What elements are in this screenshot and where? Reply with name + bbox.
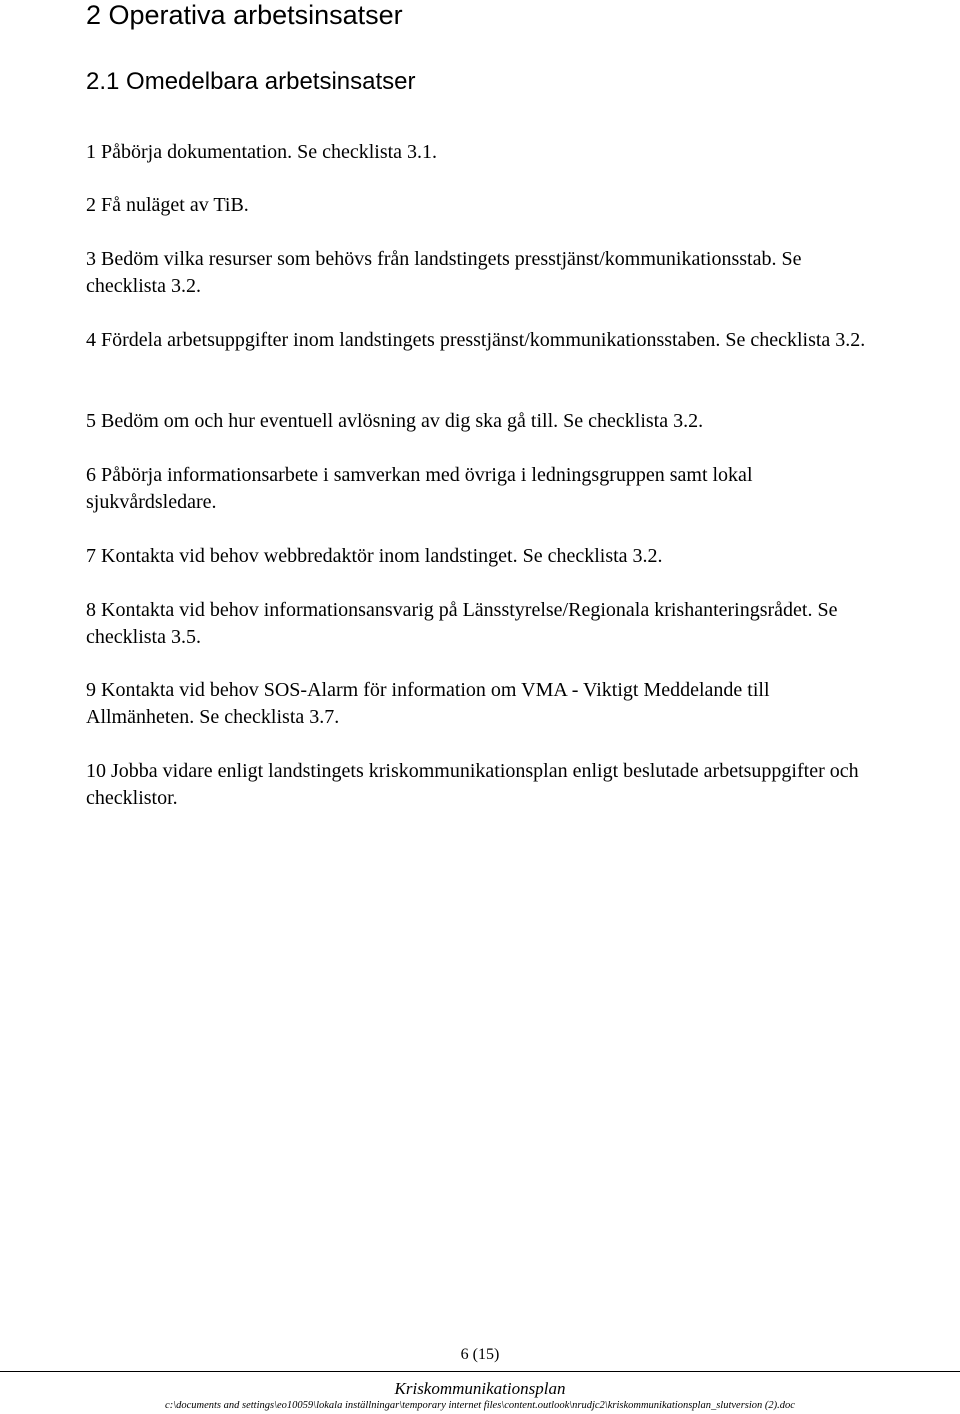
- list-item: 10 Jobba vidare enligt landstingets kriskommunikationsplan enligt beslutade arbetsuppgifter och checklistor.: [86, 760, 859, 809]
- list-item: 3 Bedöm vilka resurser som behövs från landstingets presstjänst/kommunikationsstab. Se checklista 3.2.: [86, 248, 802, 297]
- list-item: 5 Bedöm om och hur eventuell avlösning av dig ska gå till. Se checklista 3.2.: [86, 410, 704, 432]
- list-item: 7 Kontakta vid behov webbredaktör inom landstinget. Se checklista 3.2.: [86, 545, 663, 567]
- subsection-heading: 2.1 Omedelbara arbetsinsatser: [86, 68, 416, 95]
- list-item: 1 Påbörja dokumentation. Se checklista 3.1.: [86, 141, 438, 163]
- footer-file-path: c:\documents and settings\eo10059\lokala inställningar\temporary internet files\content.outlook\nrudjc2\kriskommunikationsplan_slutversion (2).doc: [165, 1400, 795, 1411]
- list-item: 6 Påbörja informationsarbete i samverkan med övriga i ledningsgruppen samt lokal sjukvårdsledare.: [86, 464, 753, 513]
- list-item: 2 Få nuläget av TiB.: [86, 194, 249, 216]
- list-item: 4 Fördela arbetsuppgifter inom landstingets presstjänst/kommunikationsstaben. Se checklista 3.2.: [86, 329, 866, 351]
- list-item: 8 Kontakta vid behov informationsansvarig på Länsstyrelse/Regionala krishanteringsrådet. Se checklista 3.5.: [86, 599, 838, 648]
- page-number: 6 (15): [460, 1346, 500, 1363]
- footer-document-title: Kriskommunikationsplan: [394, 1379, 566, 1398]
- footer-divider: [0, 1371, 960, 1372]
- section-heading: 2 Operativa arbetsinsatser: [86, 0, 403, 30]
- list-item: 9 Kontakta vid behov SOS-Alarm för information om VMA - Viktigt Meddelande till Allmänheten. Se checklista 3.7.: [86, 679, 770, 728]
